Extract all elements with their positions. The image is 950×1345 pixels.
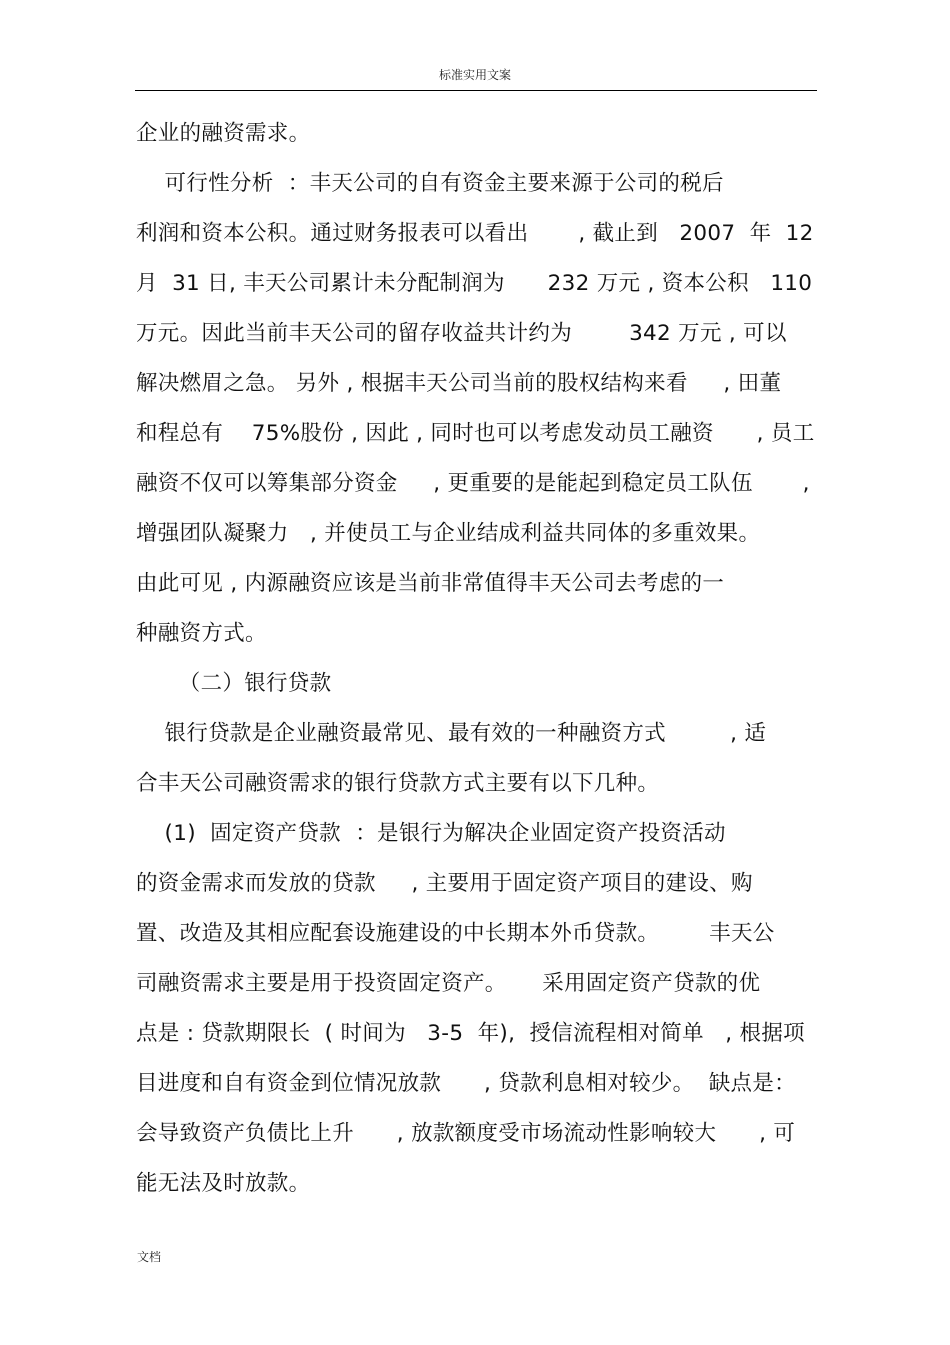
text-line: 会导致资产负债比上升 , 放款额度受市场流动性影响较大 , 可: [136, 1121, 796, 1146]
text-line: 解决燃眉之急。 另外 , 根据丰天公司当前的股权结构来看 , 田董: [136, 371, 782, 396]
text-line: 可行性分析 ：丰天公司的自有资金主要来源于公司的税后: [136, 171, 724, 196]
text-line: 融资不仅可以筹集部分资金 , 更重要的是能起到稳定员工队伍 ,: [136, 471, 810, 496]
page-header-title: 标准实用文案: [438, 68, 511, 82]
section-heading: （二）银行贷款: [136, 671, 332, 696]
text-line: 司融资需求主要是用于投资固定资产。 采用固定资产贷款的优: [136, 971, 761, 996]
text-line: 能无法及时放款。: [136, 1171, 311, 1196]
text-line: 月 31 日, 丰天公司累计未分配制润为 232 万元 , 资本公积 110: [136, 271, 813, 296]
header-rule: [135, 90, 817, 91]
text-line: 银行贷款是企业融资最常见、最有效的一种融资方式 , 适: [136, 721, 767, 746]
text-line: 企业的融资需求。: [136, 121, 311, 146]
text-line: (1) 固定资产贷款 ：是银行为解决企业固定资产投资活动: [136, 821, 726, 846]
text-line: 万元。因此当前丰天公司的留存收益共计约为 342 万元 , 可以: [136, 321, 787, 346]
text-line: 和程总有 75%股份 , 因此 , 同时也可以考虑发动员工融资 , 员工: [136, 421, 815, 446]
text-line: 的资金需求而发放的贷款 , 主要用于固定资产项目的建设、购: [136, 871, 753, 896]
text-line: 由此可见 , 内源融资应该是当前非常值得丰天公司去考虑的一: [136, 571, 725, 596]
text-line: 置、改造及其相应配套设施建设的中长期本外币贷款。 丰天公: [136, 921, 775, 946]
text-line: 点是 : 贷款期限长 ( 时间为 3-5 年), 授信流程相对简单 , 根据项: [136, 1021, 805, 1046]
text-line: 利润和资本公积。通过财务报表可以看出 , 截止到 2007 年 12: [136, 221, 814, 246]
text-line: 种融资方式。: [136, 621, 267, 646]
text-line: 合丰天公司融资需求的银行贷款方式主要有以下几种。: [136, 771, 660, 796]
page-footer-label: 文档: [137, 1250, 162, 1264]
text-line: 目进度和自有资金到位情况放款 , 贷款利息相对较少。 缺点是：: [136, 1071, 796, 1096]
text-line: 增强团队凝聚力 , 并使员工与企业结成利益共同体的多重效果。: [136, 521, 761, 546]
